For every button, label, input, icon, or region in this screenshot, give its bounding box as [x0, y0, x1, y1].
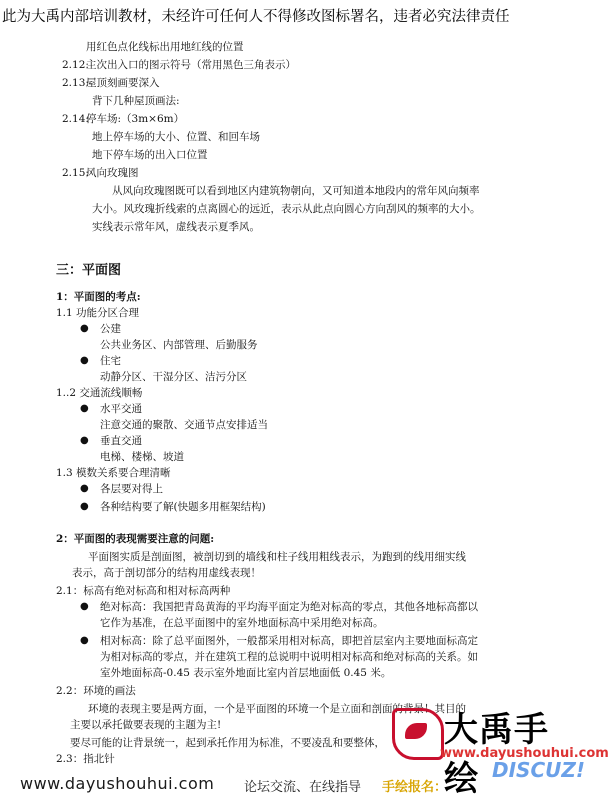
text-line: 风向玫瑰图	[86, 167, 139, 179]
footer-signup-text: 手绘报名：	[382, 780, 448, 795]
text-line: 从风向玫瑰图既可以看到地区内建筑物朝向，又可知道本地段内的常年风向频率	[112, 185, 480, 197]
subsection-title: 1..2 交通流线顺畅	[56, 387, 143, 399]
bullet-icon: ●	[80, 435, 89, 446]
text-line: 主要以承托做要表现的主题为主!	[70, 719, 222, 731]
text-line: 室外地面标高-0.45 表示室外地面比室内首层地面低 0.45 米。	[100, 667, 392, 679]
bullet-icon: ●	[80, 323, 89, 334]
item-number: 2.12:	[62, 59, 89, 71]
text-line: 用红色点化线标出用地红线的位置	[86, 41, 244, 53]
subsection-title: 2.1：标高有绝对标高和相对标高两种	[56, 585, 231, 597]
page-footer	[0, 768, 565, 798]
text-line: 背下几种屋顶画法:	[92, 95, 180, 107]
text-line: 垂直交通	[100, 435, 142, 447]
text-line: 屋顶刻画要深入	[86, 77, 160, 89]
copyright-notice: 此为大禹内部培训教材，未经许可任何人不得修改图标署名，违者必究法律责任	[2, 9, 510, 25]
text-line: 绝对标高：我国把青岛黄海的平均海平面定为绝对标高的零点，其他各地标高都以	[100, 601, 478, 613]
text-line: 大小。风玫瑰折线索的点离圆心的远近，表示从此点向圆心方向刮风的频率的大小。	[92, 203, 481, 215]
text-line: 各层要对得上	[100, 483, 163, 495]
section-heading: 三：平面图	[56, 263, 122, 278]
logo-icon	[392, 708, 444, 760]
item-number: 2.15:	[62, 167, 89, 179]
text-line: 为相对标高的零点，并在建筑工程的总说明中说明相对标高和绝对标高的关系。如	[100, 651, 478, 663]
text-line: 实线表示常年风，虚线表示夏季风。	[92, 221, 260, 233]
item-number: 2.14:	[62, 113, 89, 125]
bullet-icon: ●	[80, 635, 89, 646]
subsection-heading: 1：平面图的考点:	[56, 291, 141, 303]
text-line: 停车场:（3m×6m）	[86, 113, 185, 125]
text-line: 公建	[100, 323, 121, 335]
bullet-icon: ●	[80, 501, 89, 512]
text-line: 要尽可能的让背景统一，起到承托作用为标准，不要凌乱和要整体，	[70, 737, 385, 749]
text-line: 表示，高于剖切部分的结构用虚线表现！	[72, 567, 261, 579]
logo-text: 大禹手绘	[444, 710, 549, 799]
text-line: 各种结构要了解(快题多用框架结构)	[100, 501, 266, 513]
logo-url: www.dayushouhui.com	[440, 746, 609, 761]
text-line: 公共业务区、内部管理、后勤服务	[100, 339, 258, 351]
text-line: 相对标高：除了总平面图外，一般都采用相对标高，即把首层室内主要地面标高定	[100, 635, 478, 647]
text-line: 环境的表现主要是两方面，一个是平面图的环境一个是立面和剖面的背景！其目的	[88, 703, 466, 715]
subsection-title: 1.3 模数关系要合理清晰	[56, 467, 171, 479]
subsection-title: 2.2：环境的画法	[56, 685, 136, 697]
text-line: 地下停车场的出入口位置	[92, 149, 208, 161]
text-line: 平面图实质是剖面图，被剖切到的墙线和柱子线用粗线表示，为跑到的线用细实线	[88, 551, 466, 563]
footer-forum-text: 论坛交流、在线指导	[244, 780, 362, 795]
text-line: 水平交通	[100, 403, 142, 415]
bullet-icon: ●	[80, 601, 89, 612]
discuz-watermark: DISCUZ!	[492, 758, 585, 782]
footer-website-link[interactable]: www.dayushouhui.com	[20, 774, 215, 793]
text-line: 地上停车场的大小、位置、和回车场	[92, 131, 260, 143]
text-line: 注意交通的聚散、交通节点安排适当	[100, 419, 268, 431]
text-line: 它作为基准，在总平面图中的室外地面标高中采用绝对标高。	[100, 617, 384, 629]
subsection-title: 1.1 功能分区合理	[56, 307, 140, 319]
bullet-icon: ●	[80, 403, 89, 414]
subsection-heading: 2：平面图的表现需要注意的问题:	[56, 533, 215, 545]
text-line: 主次出入口的图示符号（常用黑色三角表示）	[86, 59, 296, 71]
text-line: 电梯、楼梯、坡道	[100, 451, 184, 463]
text-line: 住宅	[100, 355, 121, 367]
item-number: 2.13:	[62, 77, 89, 89]
text-line: 动静分区、干湿分区、洁污分区	[100, 371, 247, 383]
bullet-icon: ●	[80, 483, 89, 494]
subsection-title: 2.3：指北针	[56, 753, 115, 765]
bullet-icon: ●	[80, 355, 89, 366]
